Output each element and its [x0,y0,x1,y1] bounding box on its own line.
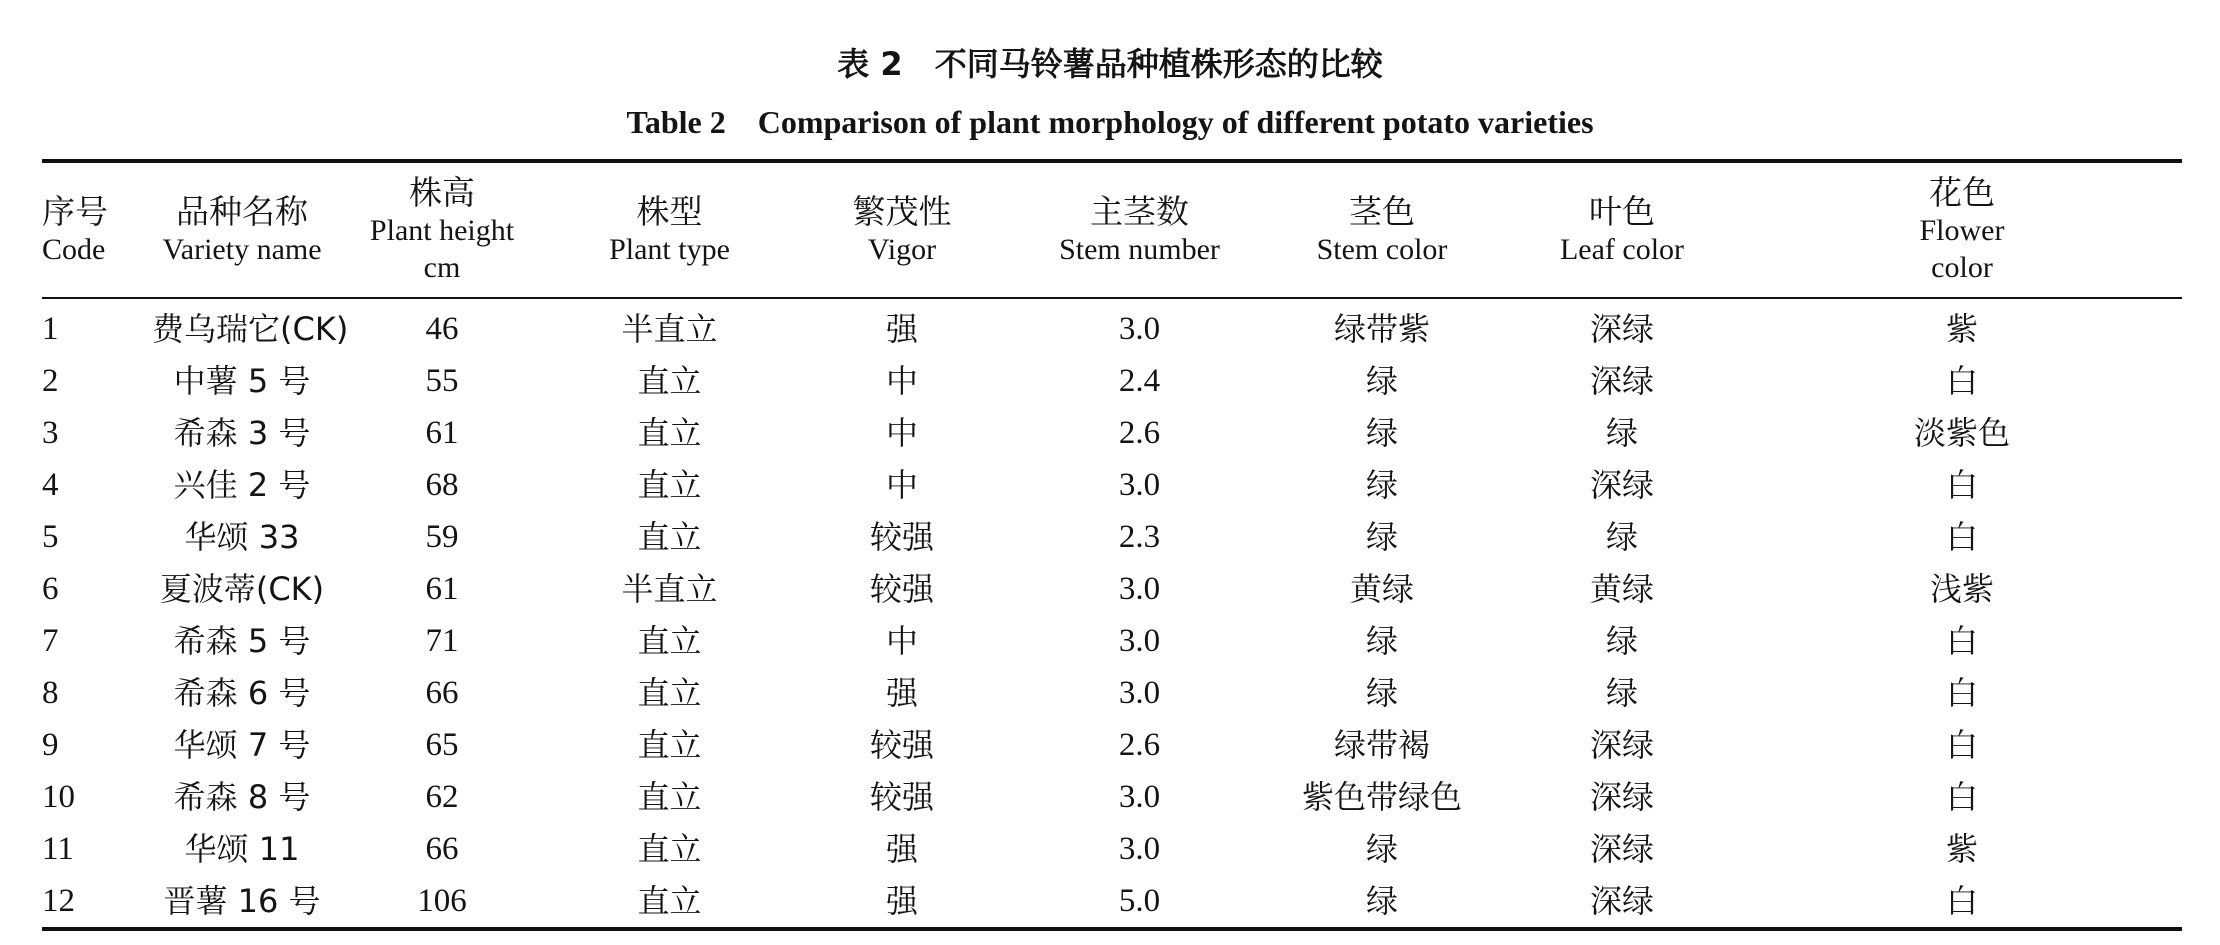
cell-vigor: 中 [885,362,918,400]
cell-flower-color: 白 [1945,466,1978,504]
cell-stem-number: 3.0 [1118,467,1161,503]
header-stem-color [1262,161,1502,298]
cell-flower-color: 白 [1945,882,1978,920]
cell-stem-color: 绿 [1365,882,1398,920]
header-flower-color-cn: 花色 [1929,173,1995,212]
table-row [42,875,2182,929]
cell-height: 55 [425,363,459,399]
cell-variety: 华颂 11 [184,830,300,868]
cell-vigor: 较强 [869,570,934,608]
table-row [42,407,2182,459]
header-variety-en: Variety name [162,232,322,266]
cell-stem-number: 2.4 [1118,363,1161,399]
table-body [42,298,2182,929]
cell-stem-number: 3.0 [1118,831,1161,867]
cell-code: 1 [42,311,59,347]
cell-variety: 兴佳 2 号 [173,466,311,504]
cell-flower-color: 白 [1945,726,1978,764]
cell-vigor: 强 [885,674,918,712]
cell-variety: 晋薯 16 号 [163,882,321,920]
cell-vigor: 中 [885,466,918,504]
cell-height: 59 [425,519,459,555]
cell-code: 6 [42,571,59,607]
header-height [332,161,552,298]
cell-flower-color: 紫 [1945,830,1978,868]
cell-leaf-color: 深绿 [1589,466,1654,504]
header-variety-cn: 品种名称 [176,191,308,231]
table-title-chinese: 表 2 不同马铃薯品种植株形态的比较 [837,45,1383,83]
cell-leaf-color: 黄绿 [1589,570,1654,608]
cell-leaf-color: 深绿 [1589,362,1654,400]
cell-code: 10 [42,779,75,815]
cell-variety: 希森 6 号 [173,674,311,712]
cell-stem-color: 绿 [1365,674,1398,712]
cell-stem-number: 3.0 [1118,311,1161,347]
table-row [42,719,2182,771]
cell-vigor: 较强 [869,518,934,556]
cell-leaf-color: 绿 [1605,674,1638,712]
table-header [42,161,2182,298]
cell-stem-color: 绿 [1365,518,1398,556]
header-vigor-cn: 繁茂性 [852,191,952,231]
header-stem-color-cn: 茎色 [1349,191,1415,231]
cell-variety: 希森 8 号 [173,778,311,816]
cell-stem-number: 2.6 [1118,415,1161,451]
cell-flower-color: 白 [1945,622,1978,660]
cell-code: 2 [42,363,59,399]
cell-stem-color: 黄绿 [1349,570,1414,608]
cell-code: 8 [42,675,59,711]
cell-stem-number: 3.0 [1118,779,1161,815]
cell-height: 61 [425,571,459,607]
cell-variety: 中薯 5 号 [173,362,311,400]
cell-flower-color: 紫 [1945,310,1978,348]
header-height-cn: 株高 [409,173,475,212]
cell-flower-color: 白 [1945,778,1978,816]
table-row [42,355,2182,407]
cell-plant-type: 直立 [637,674,702,712]
cell-flower-color: 白 [1945,362,1978,400]
cell-vigor: 强 [885,310,918,348]
cell-variety: 华颂 7 号 [173,726,311,764]
cell-plant-type: 直立 [637,830,702,868]
cell-stem-color: 绿带褐 [1333,726,1430,764]
cell-variety: 希森 3 号 [173,414,311,452]
header-code-cn: 序号 [42,191,108,231]
cell-code: 7 [42,623,59,659]
cell-plant-type: 直立 [637,622,702,660]
header-height-en: Plant height [369,214,515,247]
cell-vigor: 强 [885,830,918,868]
cell-height: 68 [425,467,459,503]
cell-leaf-color: 绿 [1605,414,1638,452]
table-row [42,823,2182,875]
header-stem-number-en: Stem number [1059,232,1220,266]
cell-leaf-color: 深绿 [1589,830,1654,868]
cell-flower-color: 淡紫色 [1913,414,2010,452]
cell-variety: 华颂 33 [184,518,300,556]
cell-height: 66 [425,675,459,711]
header-stem-number-cn: 主茎数 [1090,191,1189,231]
morphology-table [42,159,2182,931]
header-leaf-color [1502,161,1742,298]
cell-stem-number: 5.0 [1118,883,1161,919]
cell-height: 66 [425,831,459,867]
cell-leaf-color: 绿 [1605,518,1638,556]
table-row [42,615,2182,667]
header-vigor [787,161,1017,298]
header-vigor-en: Vigor [867,232,937,266]
cell-flower-color: 白 [1945,674,1978,712]
header-leaf-color-cn: 叶色 [1589,191,1655,231]
table-row [42,298,2182,355]
cell-plant-type: 直立 [637,362,702,400]
cell-stem-number: 2.3 [1118,519,1161,555]
cell-variety: 希森 5 号 [173,622,311,660]
cell-stem-color: 绿 [1365,830,1398,868]
cell-code: 12 [42,883,75,919]
cell-height: 62 [425,779,459,815]
header-variety [152,161,332,298]
cell-height: 65 [425,727,459,763]
cell-code: 4 [42,467,59,503]
header-stem-number [1017,161,1262,298]
cell-stem-number: 3.0 [1118,623,1161,659]
cell-stem-color: 紫色带绿色 [1301,778,1462,816]
header-plant-type-cn: 株型 [636,191,703,231]
cell-stem-color: 绿 [1365,622,1398,660]
table-title-english: Table 2 Comparison of plant morphology of different potato varieties [626,104,1594,140]
cell-plant-type: 直立 [637,882,702,920]
cell-leaf-color: 深绿 [1589,778,1654,816]
cell-leaf-color: 深绿 [1589,310,1654,348]
cell-plant-type: 直立 [637,778,702,816]
cell-leaf-color: 深绿 [1589,726,1654,764]
header-plant-type-en: Plant type [609,232,730,266]
cell-height: 46 [425,311,459,347]
table-row [42,771,2182,823]
header-flower-color-en-2: color [1931,251,1993,284]
header-flower-color-en: Flower [1919,214,2005,247]
table-row [42,667,2182,719]
cell-vigor: 较强 [869,778,934,816]
cell-stem-number: 3.0 [1118,571,1161,607]
table-row [42,459,2182,511]
cell-plant-type: 半直立 [621,570,718,608]
cell-height: 71 [425,623,459,659]
cell-height: 61 [425,415,459,451]
cell-variety: 费乌瑞它(CK) [152,310,349,348]
cell-stem-number: 3.0 [1118,675,1161,711]
cell-plant-type: 直立 [637,726,702,764]
table-row [42,511,2182,563]
header-stem-color-en: Stem color [1316,232,1448,266]
cell-flower-color: 浅紫 [1929,570,1994,608]
header-leaf-color-en: Leaf color [1559,232,1685,266]
header-code [42,161,152,298]
cell-stem-color: 绿 [1365,466,1398,504]
cell-vigor: 中 [885,622,918,660]
cell-code: 9 [42,727,59,763]
cell-plant-type: 直立 [637,414,702,452]
cell-vigor: 中 [885,414,918,452]
cell-stem-number: 2.6 [1118,727,1161,763]
cell-leaf-color: 深绿 [1589,882,1654,920]
cell-plant-type: 半直立 [621,310,718,348]
cell-plant-type: 直立 [637,466,702,504]
cell-vigor: 强 [885,882,918,920]
header-flower-color [1742,161,2182,298]
cell-flower-color: 白 [1945,518,1978,556]
cell-stem-color: 绿 [1365,362,1398,400]
cell-code: 3 [42,415,59,451]
header-code-en: Code [42,232,106,266]
cell-plant-type: 直立 [637,518,702,556]
table-row [42,563,2182,615]
cell-leaf-color: 绿 [1605,622,1638,660]
cell-code: 11 [42,831,74,867]
cell-code: 5 [42,519,59,555]
cell-vigor: 较强 [869,726,934,764]
header-row [42,161,2182,298]
cell-height: 106 [417,883,467,919]
cell-variety: 夏波蒂(CK) [159,570,325,608]
cell-stem-color: 绿 [1365,414,1398,452]
header-height-unit: cm [423,251,461,284]
cell-stem-color: 绿带紫 [1333,310,1430,348]
header-plant-type [552,161,787,298]
